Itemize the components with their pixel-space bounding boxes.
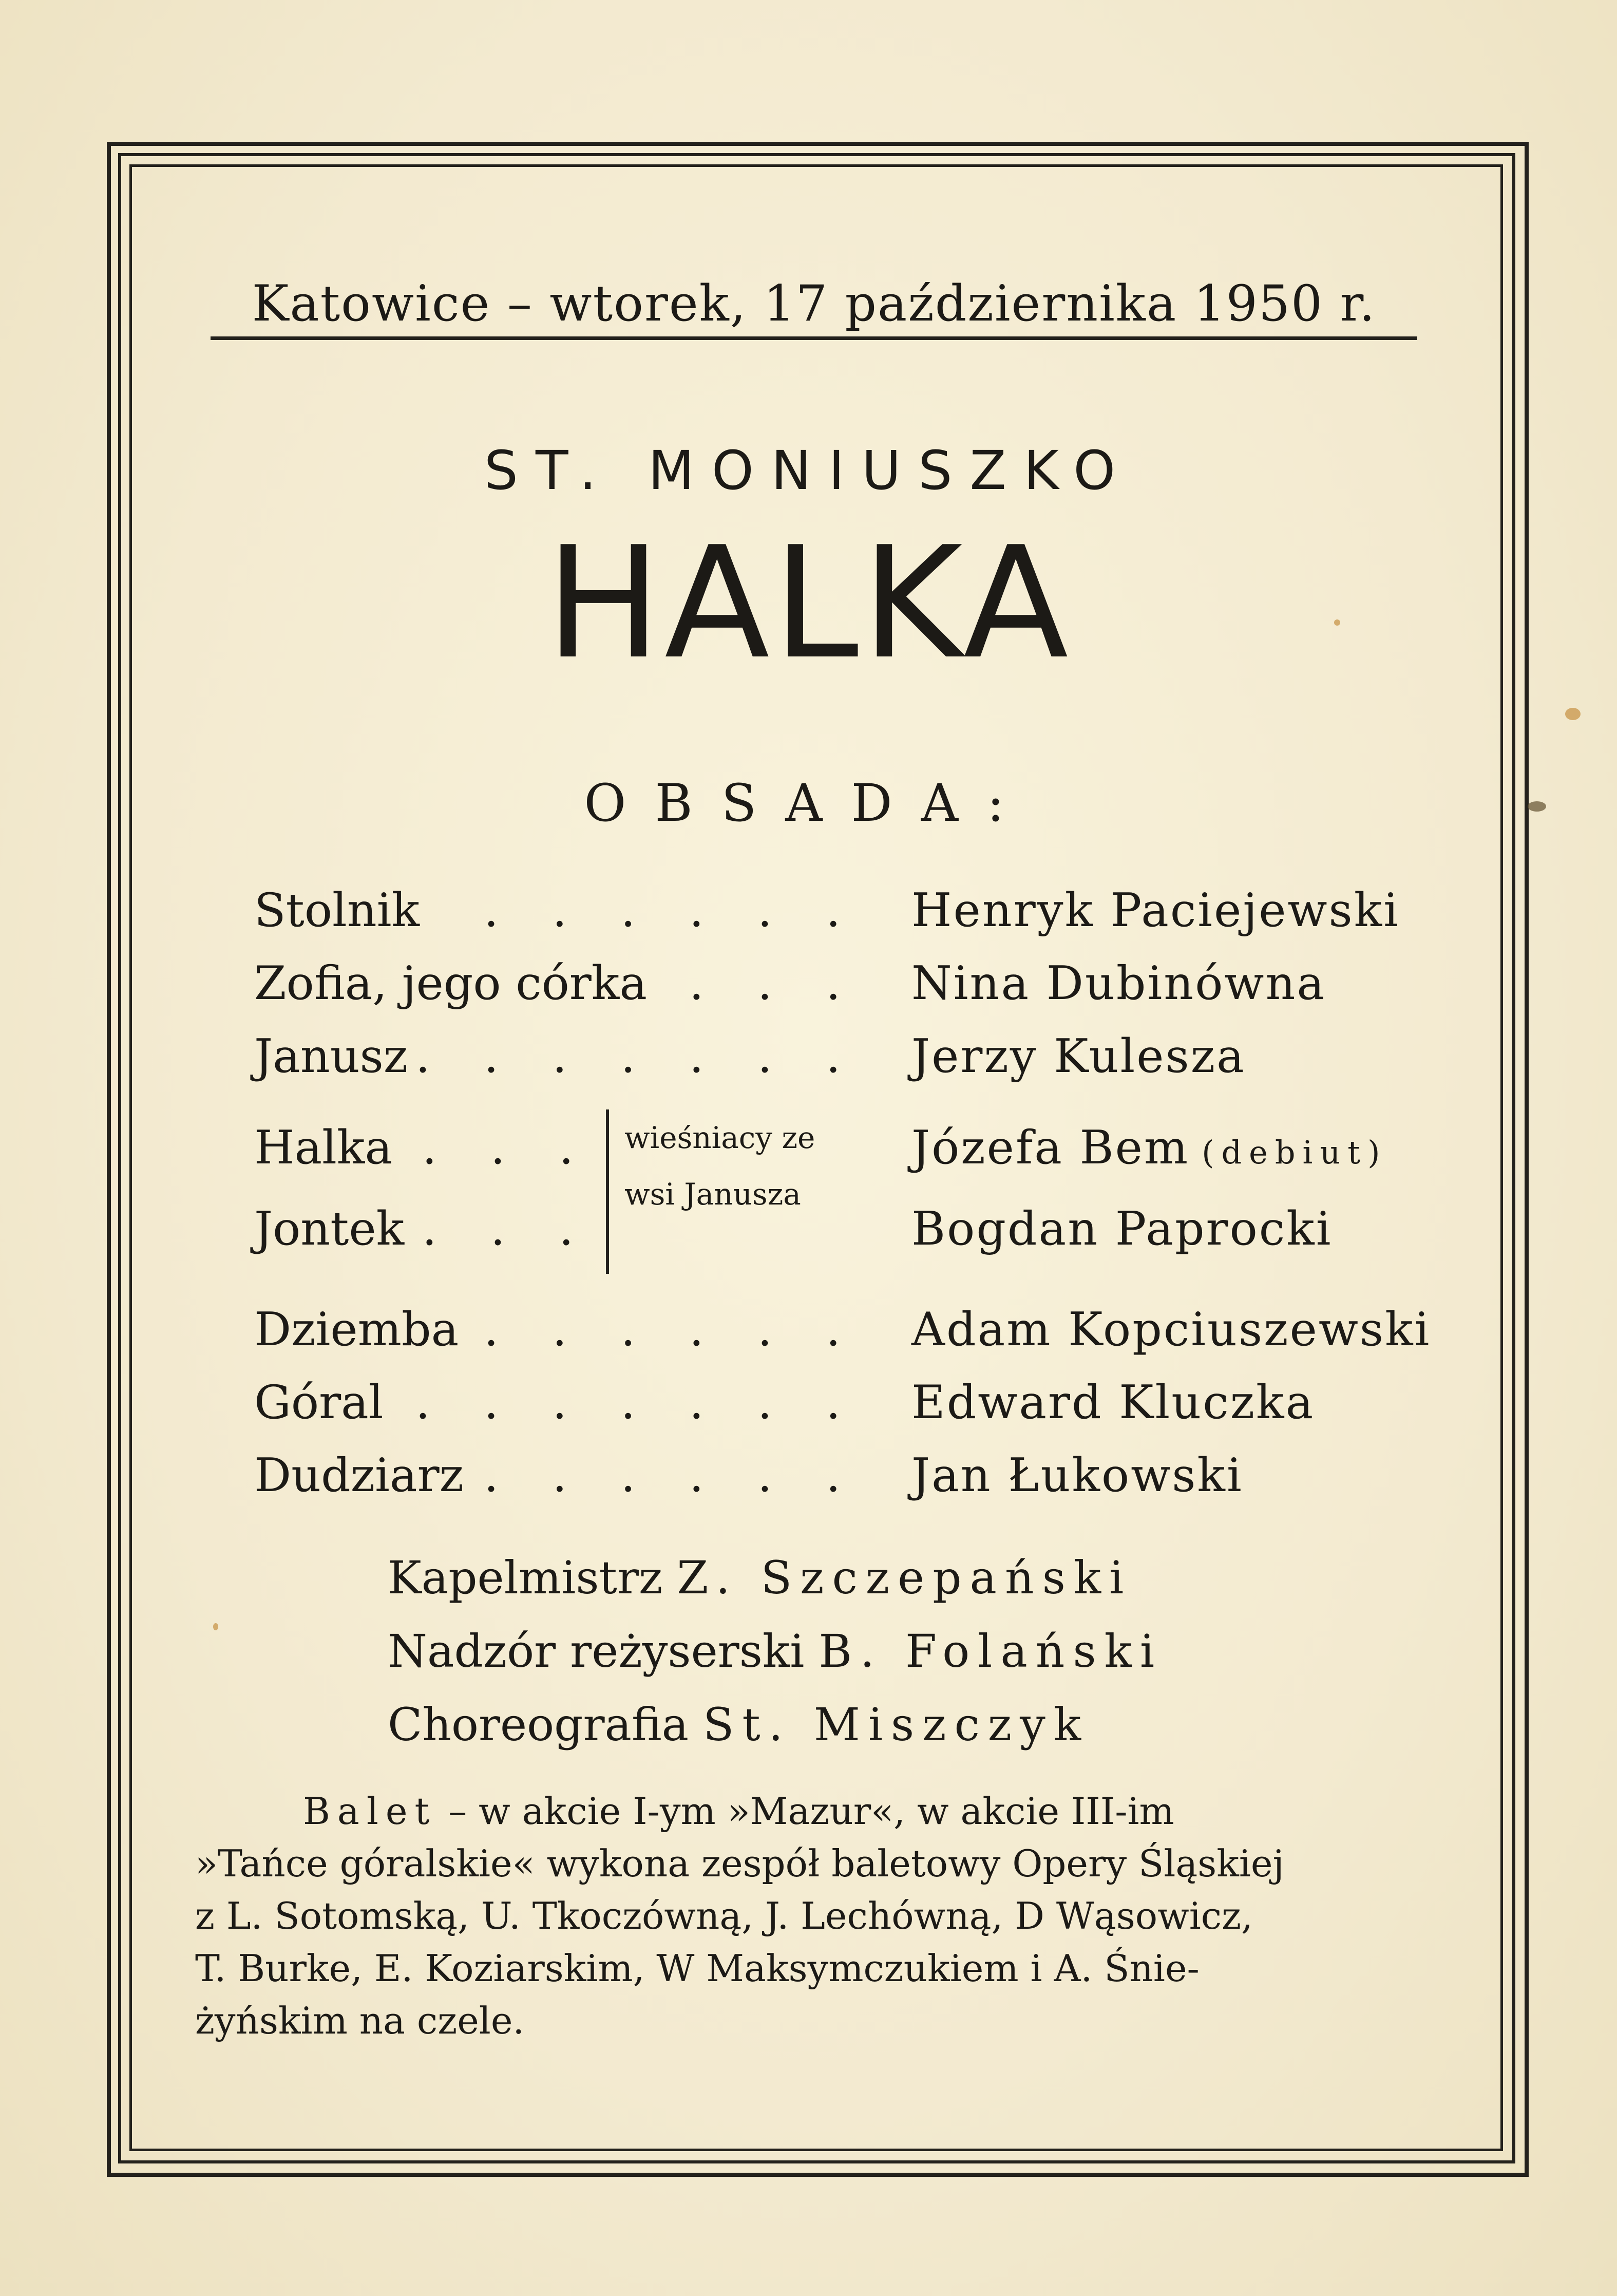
header-rule xyxy=(211,336,1417,340)
ballet-line: żyńskim na czele. xyxy=(195,1999,525,2042)
cast-actor: Bogdan Paprocki xyxy=(911,1202,1333,1256)
cast-actor: Jan Łukowski xyxy=(911,1448,1243,1502)
debut-note: (debiut) xyxy=(1202,1134,1387,1171)
opera-title: HALKA xyxy=(545,514,1072,693)
actor-name: Józefa Bem xyxy=(911,1121,1190,1175)
credit-name: Z. Szczepański xyxy=(677,1551,1132,1604)
leader-dots: . . . . . . . xyxy=(415,1376,860,1429)
paper-stain xyxy=(1565,708,1581,720)
leader-dots: . . . . . . xyxy=(484,1448,860,1502)
cast-actor: Edward Kluczka xyxy=(911,1376,1315,1429)
ballet-line xyxy=(195,1785,1422,1837)
credit-label: Kapelmistrz xyxy=(388,1551,663,1604)
cast-row xyxy=(254,1202,1435,1264)
cast-row xyxy=(254,956,1435,1018)
leader-dots: . . . . . . . xyxy=(415,1029,860,1083)
leader-dots: . . . . . . xyxy=(484,883,860,937)
credit-name: B. Folański xyxy=(819,1625,1163,1678)
cast-role: Zofia, jego córka xyxy=(254,956,647,1010)
leader-dots: . . . xyxy=(422,1121,593,1175)
performance-date: Katowice – wtorek, 17 października 1950 r. xyxy=(252,275,1376,332)
ballet-note xyxy=(195,1785,1422,2047)
composer-name: ST. MONIUSZKO xyxy=(484,439,1133,502)
ballet-line: z L. Sotomską, U. Tkoczówną, J. Lechówną, D Wąsowicz, xyxy=(195,1894,1253,1937)
credit-label: Nadzór reżyserski xyxy=(388,1625,805,1678)
cast-actor: Adam Kopciuszewski xyxy=(911,1303,1431,1357)
production-credits xyxy=(388,1541,1163,1761)
cast-role: Halka xyxy=(254,1121,393,1175)
brace-note-line: wsi Janusza xyxy=(624,1177,801,1212)
cast-actor xyxy=(911,1121,1387,1175)
cast-row xyxy=(254,1448,1435,1510)
brace-note-line: wieśniacy ze xyxy=(624,1120,815,1155)
credit-line xyxy=(388,1688,1163,1761)
cast-role: Góral xyxy=(254,1376,384,1429)
cast-role: Dziemba xyxy=(254,1303,459,1357)
ballet-line: »Tańce góralskie« wykona zespół baletowy Opery Śląskiej xyxy=(195,1842,1284,1885)
cast-row xyxy=(254,883,1435,945)
cast-heading: OBSADA: xyxy=(584,773,1033,833)
cast-role: Dudziarz xyxy=(254,1448,464,1502)
paper-stain xyxy=(213,1623,218,1630)
cast-actor: Henryk Paciejewski xyxy=(911,883,1400,937)
cast-actor: Jerzy Kulesza xyxy=(911,1029,1246,1083)
leader-dots: . . . xyxy=(689,956,860,1010)
cast-role: Stolnik xyxy=(254,883,420,937)
ballet-text: – w akcie I-ym »Mazur«, w akcie III-im xyxy=(448,1790,1174,1833)
cast-row xyxy=(254,1303,1435,1364)
credit-name: St. Miszczyk xyxy=(703,1698,1090,1751)
cast-role: Janusz xyxy=(254,1029,408,1083)
peasants-brace-note xyxy=(606,1109,815,1274)
cast-actor: Nina Dubinówna xyxy=(911,956,1326,1010)
leader-dots: . . . xyxy=(422,1202,593,1256)
ballet-lead: Balet xyxy=(303,1790,437,1833)
credit-label: Choreografia xyxy=(388,1698,689,1751)
cast-role: Jontek xyxy=(254,1202,405,1256)
credit-line xyxy=(388,1541,1163,1614)
credit-line xyxy=(388,1614,1163,1688)
leader-dots: . . . . . . xyxy=(484,1303,860,1357)
cast-row xyxy=(254,1376,1435,1437)
ballet-line: T. Burke, E. Koziarskim, W Maksymczukiem i A. Śnie- xyxy=(195,1947,1200,1990)
cast-row xyxy=(254,1121,1435,1182)
cast-row xyxy=(254,1029,1435,1091)
